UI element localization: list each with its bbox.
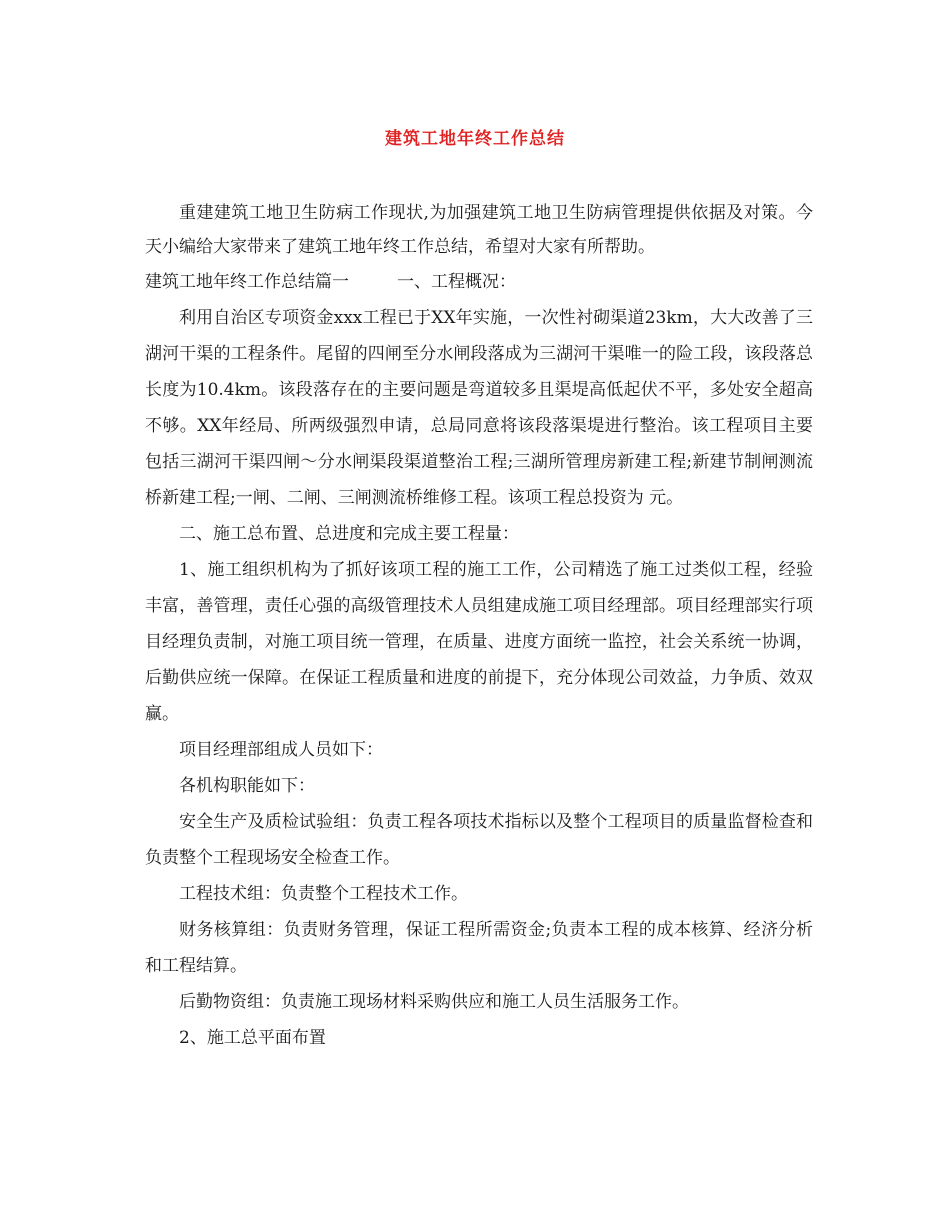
section-heading-line [145, 264, 813, 300]
paragraph-safety-group: 安全生产及质检试验组：负责工程各项技术指标以及整个工程项目的质量监督检查和负责整个工程现场安全检查工作。 [145, 812, 813, 868]
paragraph-finance-group: 财务核算组：负责财务管理，保证工程所需资金;负责本工程的成本核算、经济分析和工程结算。 [145, 920, 813, 976]
section-heading-layout: 二、施工总布置、总进度和完成主要工程量： [179, 524, 519, 544]
paragraph-functions: 各机构职能如下： [179, 776, 315, 796]
document-title: 建筑工地年终工作总结 [385, 129, 565, 149]
article-heading: 建筑工地年终工作总结篇一 [145, 272, 349, 292]
section-heading-overview: 一、工程概况： [397, 272, 516, 292]
paragraph-organization: 1、施工组织机构为了抓好该项工程的施工工作，公司精选了施工过类似工程，经验丰富，善管理，责任心强的高级管理技术人员组建成施工项目经理部。项目经理部实行项目经理负责制，对施工项目统一管理，在质量、进度方面统一监控，社会关系统一协调，后勤供应统一保障。在保证工程质量和进度的前提下，充分体现公司效益，力争质、效双赢。 [145, 560, 813, 724]
paragraph-overview: 利用自治区专项资金xxx工程已于XX年实施，一次性衬砌渠道23km，大大改善了三湖河干渠的工程条件。尾留的四闸至分水闸段落成为三湖河干渠唯一的险工段，该段落总长度为10.4km。该段落存在的主要问题是弯道较多且渠堤高低起伏不平，多处安全超高不够。XX年经局、所两级强烈申请，总局同意将该段落渠堤进行整治。该工程项目主要包括三湖河干渠四闸～分水闸渠段渠道整治工程;三湖所管理房新建工程;新建节制闸测流桥新建工程;一闸、二闸、三闸测流桥维修工程。该项工程总投资为 元。 [145, 308, 813, 508]
paragraph-logistics-group: 后勤物资组：负责施工现场材料采购供应和施工人员生活服务工作。 [179, 992, 689, 1012]
paragraph-site-layout: 2、施工总平面布置 [179, 1028, 326, 1048]
document-body [145, 196, 813, 1056]
paragraph-staff: 项目经理部组成人员如下： [179, 740, 383, 760]
intro-paragraph: 重建建筑工地卫生防病工作现状,为加强建筑工地卫生防病管理提供依据及对策。今天小编给大家带来了建筑工地年终工作总结，希望对大家有所帮助。 [145, 203, 813, 257]
paragraph-tech-group: 工程技术组：负责整个工程技术工作。 [179, 884, 468, 904]
